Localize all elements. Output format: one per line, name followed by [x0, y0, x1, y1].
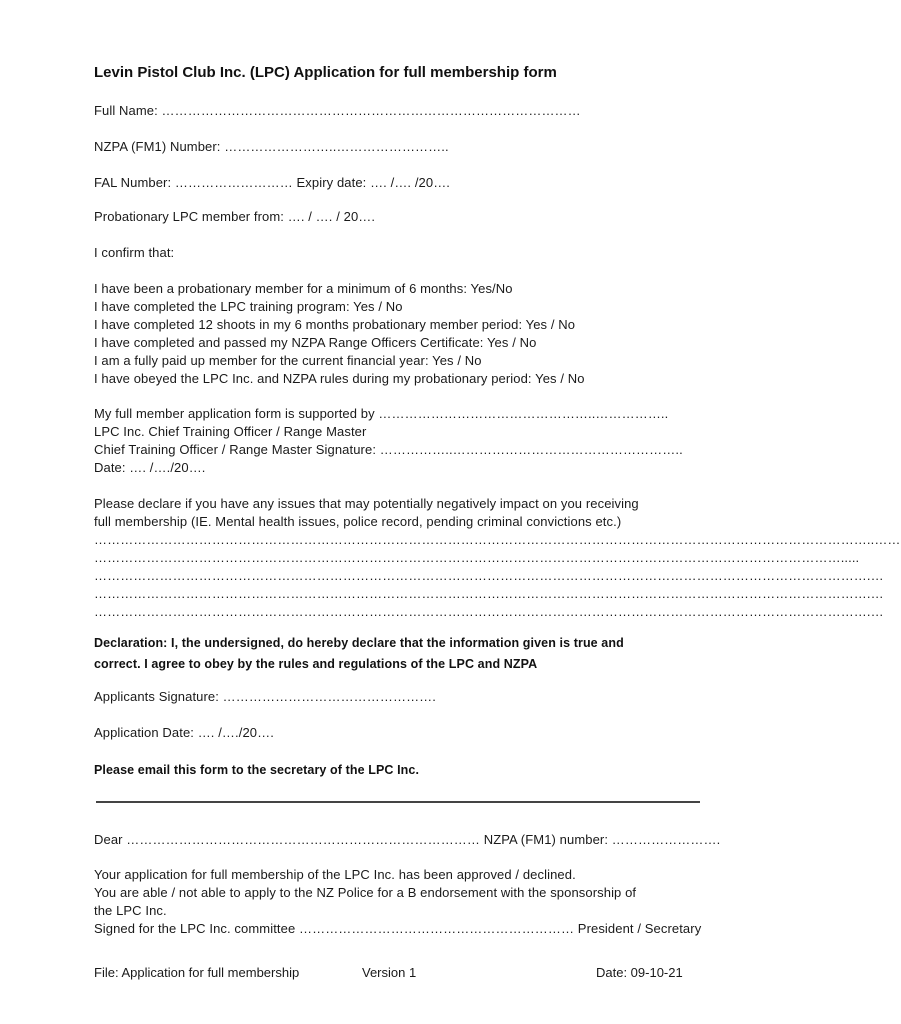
issues-blank-line[interactable]: …………………………………………………………………………………………………………………………………………………………….… [94, 604, 884, 619]
email-instruction: Please email this form to the secretary of the LPC Inc. [94, 763, 420, 777]
issues-blank-line[interactable]: …………………………………………………………………………………………………………………………………………………………….… [94, 568, 884, 583]
response-endorsement-line-cont: the LPC Inc. [94, 903, 167, 918]
application-date-field[interactable]: Application Date: …. /…./20…. [94, 725, 274, 740]
support-officer-label: LPC Inc. Chief Training Officer / Range Master [94, 424, 367, 439]
committee-signature-field[interactable]: Signed for the LPC Inc. committee ……………………………………………………… President / Secretary [94, 921, 702, 936]
confirm-item: I have completed 12 shoots in my 6 months probationary member period: Yes / No [94, 317, 576, 332]
nzpa-number-field[interactable]: NZPA (FM1) Number: ……………………..…………………….. [94, 139, 449, 154]
dear-field[interactable]: Dear ……………………………………………………………………… NZPA (FM1) number: ……………………. [94, 832, 721, 847]
confirm-item: I have completed the LPC training program: Yes / No [94, 299, 403, 314]
support-date-field[interactable]: Date: …. /…./20…. [94, 460, 206, 475]
probationary-from-field[interactable]: Probationary LPC member from: …. / …. / 20…. [94, 209, 376, 224]
issues-blank-line[interactable]: ……………………………………………………………………………………………………………………………………………………………..…… [94, 532, 901, 547]
response-endorsement-line: You are able / not able to apply to the NZ Police for a B endorsement with the sponsorship of [94, 885, 637, 900]
confirm-item: I have been a probationary member for a minimum of 6 months: Yes/No [94, 281, 513, 296]
issues-blank-line[interactable]: …………………………………………………………………………………………………………………………………………………………….… [94, 586, 884, 601]
form-title: Levin Pistol Club Inc. (LPC) Application for full membership form [94, 64, 557, 81]
full-name-field[interactable]: Full Name: …………………………………………………………………………………… [94, 103, 581, 118]
confirm-item: I am a fully paid up member for the current financial year: Yes / No [94, 353, 482, 368]
footer-version: Version 1 [362, 965, 417, 980]
fal-number-field[interactable]: FAL Number: ……………………… Expiry date: …. /…. /20…. [94, 175, 451, 190]
issues-blank-line[interactable]: ………………………………………………………………………………………………………………………………………………………..... [94, 550, 860, 565]
declare-issues-prompt-cont: full membership (IE. Mental health issues, police record, pending criminal convictions etc.) [94, 514, 622, 529]
confirm-item: I have completed and passed my NZPA Range Officers Certificate: Yes / No [94, 335, 537, 350]
declare-issues-prompt: Please declare if you have any issues that may potentially negatively impact on you receiving [94, 496, 639, 511]
declaration-text: Declaration: I, the undersigned, do hereby declare that the information given is true and [94, 636, 624, 650]
section-divider [96, 801, 700, 803]
confirm-heading: I confirm that: [94, 245, 175, 260]
supported-by-field[interactable]: My full member application form is supported by …………………………………………..…………….. [94, 406, 669, 421]
footer-file: File: Application for full membership [94, 965, 300, 980]
response-approval-line: Your application for full membership of the LPC Inc. has been approved / declined. [94, 867, 576, 882]
footer-date: Date: 09-10-21 [596, 965, 683, 980]
confirm-item: I have obeyed the LPC Inc. and NZPA rules during my probationary period: Yes / No [94, 371, 585, 386]
applicant-signature-field[interactable]: Applicants Signature: …………………………………………. [94, 689, 436, 704]
declaration-text-cont: correct. I agree to obey by the rules and regulations of the LPC and NZPA [94, 657, 538, 671]
officer-signature-field[interactable]: Chief Training Officer / Range Master Signature: ……………..…………………………………………….. [94, 442, 683, 457]
